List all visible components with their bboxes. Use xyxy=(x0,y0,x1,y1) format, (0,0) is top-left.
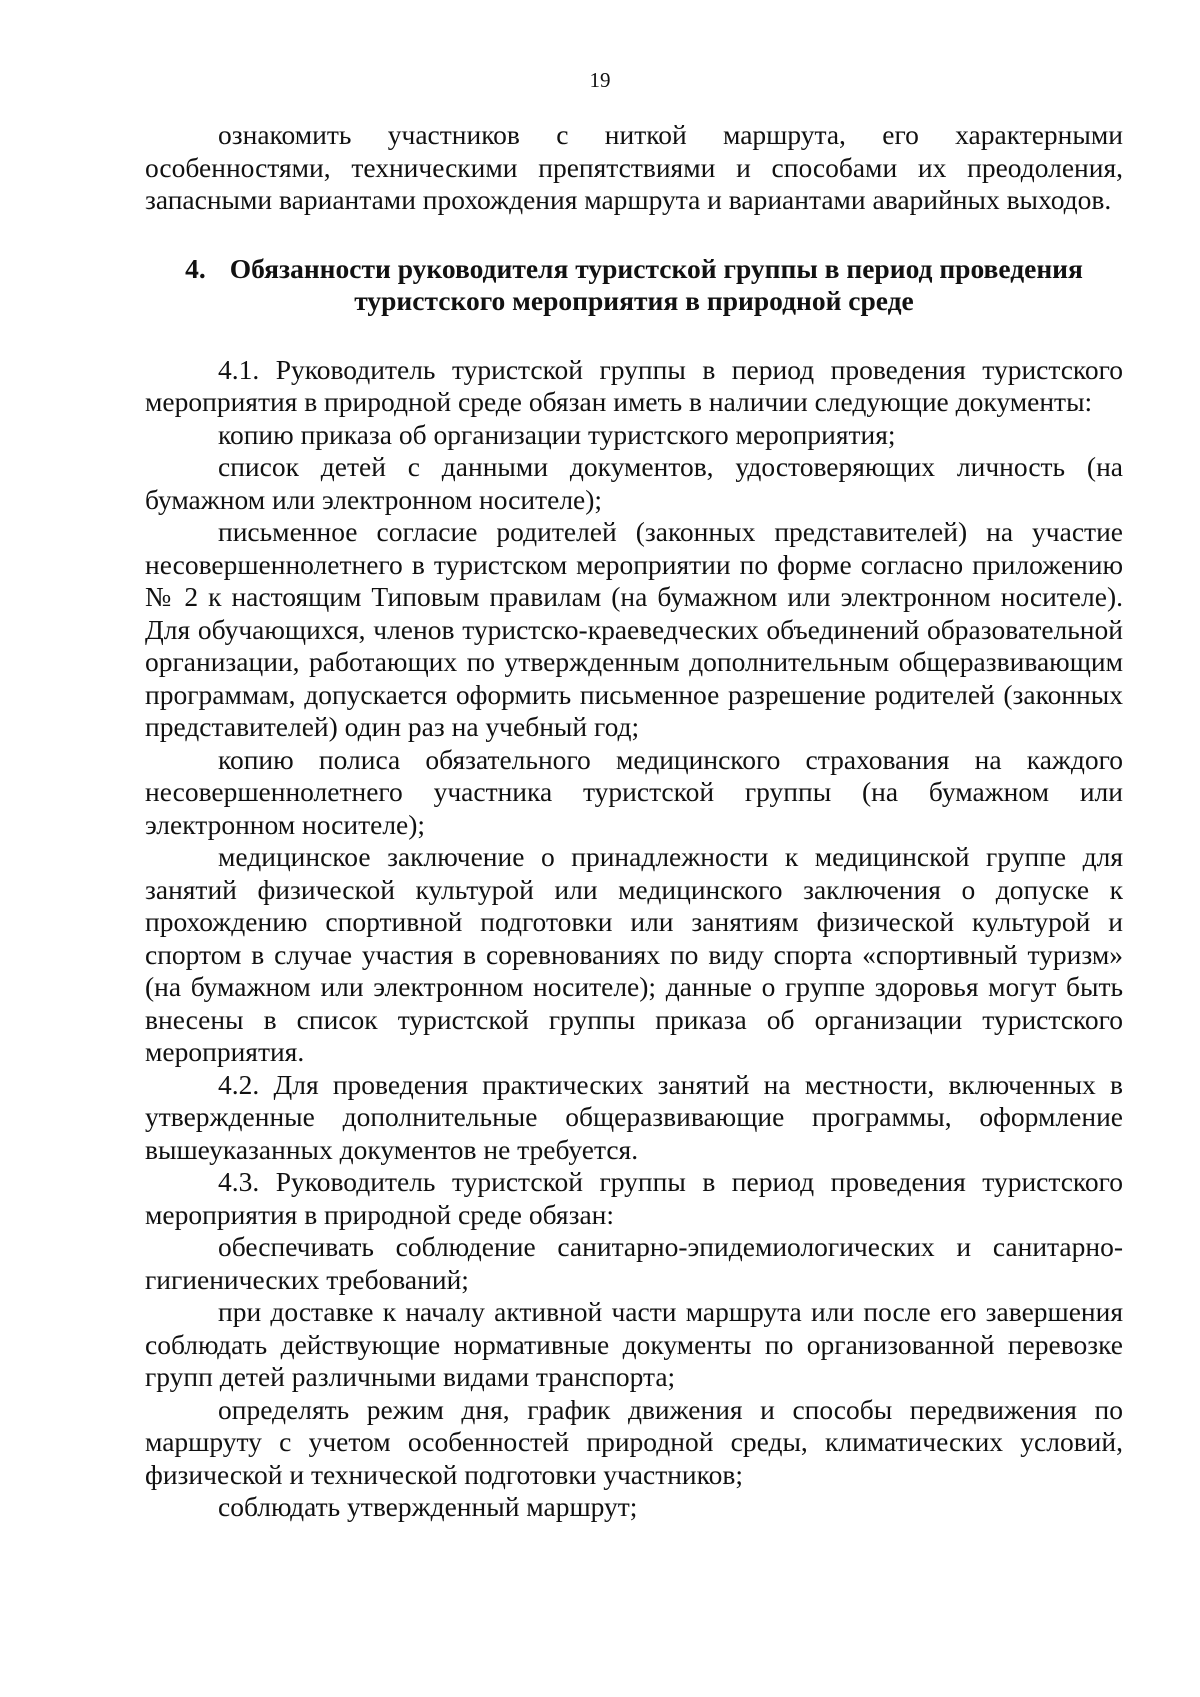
list-item: обеспечивать соблюдение санитарно-эпидемиологических и санитарно-гигиенических требований; xyxy=(145,1231,1123,1295)
section-title-line-1: Обязанности руководителя туристской группы в период проведения xyxy=(229,252,1083,284)
paragraph-4-3: 4.3. Руководитель туристской группы в период проведения туристского мероприятия в природной среде обязан: xyxy=(145,1166,1123,1230)
document-body xyxy=(145,119,1123,1524)
list-item: список детей с данными документов, удостоверяющих личность (на бумажном или электронном носителе); xyxy=(145,451,1123,515)
section-number: 4. xyxy=(185,252,206,284)
page-number: 19 xyxy=(589,68,611,92)
list-item: письменное согласие родителей (законных представителей) на участие несовершеннолетнего в туристском мероприятии по форме согласно приложению № 2 к настоящим Типовым правилам (на бумажном или электронном носителе). Для обучающихся, членов туристско-краеведческих объединений образовательной организации, работающих по утвержденным дополнительным общеразвивающим программам, допускается оформить письменное разрешение родителей (законных представителей) один раз на учебный год; xyxy=(145,516,1123,742)
list-item: медицинское заключение о принадлежности к медицинской группе для занятий физической культурой или медицинского заключения о допуске к прохождению спортивной подготовки или занятиям физической культурой и спортом в случае участия в соревнованиях по виду спорта «спортивный туризм» (на бумажном или электронном носителе); данные о группе здоровья могут быть внесены в список туристской группы приказа об организации туристского мероприятия. xyxy=(145,841,1123,1067)
list-item: определять режим дня, график движения и способы передвижения по маршруту с учетом особенностей природной среды, климатических условий, физической и технической подготовки участников; xyxy=(145,1393,1123,1490)
list-item: копию полиса обязательного медицинского страхования на каждого несовершеннолетнего участника туристской группы (на бумажном или электронном носителе); xyxy=(145,743,1123,840)
section-heading-line-1 xyxy=(145,253,1123,286)
list-item: копию приказа об организации туристского мероприятия; xyxy=(218,418,896,450)
list-item: при доставке к началу активной части маршрута или после его завершения соблюдать действующие нормативные документы по организованной перевозке групп детей различными видами транспорта; xyxy=(145,1296,1123,1392)
section-heading xyxy=(145,253,1123,318)
section-title-line-2: туристского мероприятия в природной среде xyxy=(354,285,914,316)
intro-paragraph: ознакомить участников с ниткой маршрута, его характерными особенностями, техническими препятствиями и способами их преодоления, запасными вариантами прохождения маршрута и вариантами аварийных выходов. xyxy=(145,119,1123,215)
paragraph-4-1: 4.1. Руководитель туристской группы в период проведения туристского мероприятия в природной среде обязан иметь в наличии следующие документы: xyxy=(145,353,1123,417)
list-item: соблюдать утвержденный маршрут; xyxy=(218,1491,638,1522)
paragraph-4-2: 4.2. Для проведения практических занятий на местности, включенных в утвержденные дополнительные общеразвивающие программы, оформление вышеуказанных документов не требуется. xyxy=(145,1068,1123,1165)
